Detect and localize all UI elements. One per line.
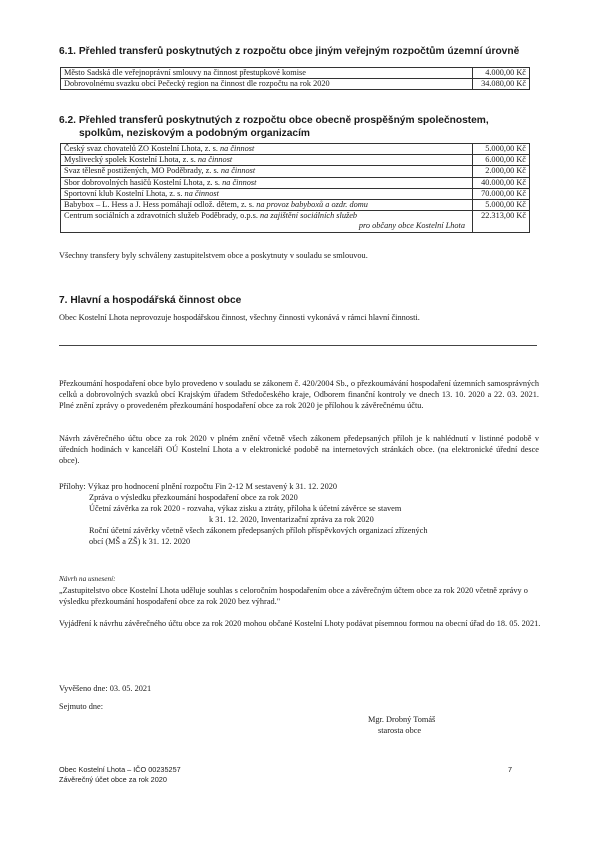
attachment-item-2: Zpráva o výsledku přezkoumání hospodaření obce za rok 2020: [89, 493, 298, 502]
resolution-label: Návrh na usnesení:: [59, 574, 116, 583]
footer-line2: Závěrečný účet obce za rok 2020: [59, 775, 167, 784]
row-text-cell: [61, 155, 473, 166]
section-6-2-heading-line1: 6.2. Přehled transferů poskytnutých z rozpočtu obce obecně prospěšným společnostem,: [59, 115, 489, 126]
table-row: [61, 166, 530, 177]
footer: [59, 765, 181, 785]
row-purpose: na činnost: [184, 188, 219, 198]
posted-date: Vyvěšeno dne: 03. 05. 2021: [59, 684, 152, 693]
row-text-cell: [61, 188, 473, 199]
attachments-label: Přílohy:: [59, 482, 86, 491]
row-text: Sportovní klub Kostelní Lhota, z. s.: [64, 188, 183, 198]
attachment-item-1: Výkaz pro hodnocení plnění rozpočtu Fin 2-12 M sestavený k 31. 12. 2020: [87, 482, 338, 491]
section-7-heading: 7. Hlavní a hospodářská činnost obce: [59, 295, 242, 306]
row-purpose: na činnost: [222, 177, 257, 187]
row-amount: 22.313,00 Kč: [473, 211, 530, 232]
row-amount: 40.000,00 Kč: [473, 177, 530, 188]
row-amount: 6.000,00 Kč: [473, 155, 530, 166]
attachment-item-4: Roční účetní závěrky včetně všech zákonem předepsaných příloh příspěvkových organizací zřízených: [89, 526, 428, 535]
row-amount: 34.080,00 Kč: [473, 79, 530, 90]
row-purpose: na zajištění sociálních služeb: [260, 211, 358, 221]
attachment-item-4-cont: obcí (MŠ a ZŠ) k 31. 12. 2020: [89, 537, 191, 546]
transfers-approval-note: Všechny transfery byly schváleny zastupitelstvem obce a poskytnuty v souladu se smlouvou.: [59, 251, 368, 260]
row-purpose: na činnost: [220, 144, 255, 153]
table-row: [61, 200, 530, 211]
row-text-cell: [61, 166, 473, 177]
divider-line: [59, 345, 537, 346]
signature-role: starosta obce: [378, 726, 422, 735]
page-number: 7: [508, 765, 513, 774]
transfers-organizations-table: [60, 143, 530, 233]
row-text: Dobrovolnému svazku obcí Pečecký region na činnost dle rozpočtu na rok 2020: [61, 79, 473, 90]
section-6-2-heading-line2: spolkům, neziskovým a podobným organizacím: [79, 128, 310, 139]
footer-line1: Obec Kostelní Lhota – IČO 00235257: [59, 765, 181, 774]
table-row: [61, 211, 530, 232]
review-paragraph: Přezkoumání hospodaření obce bylo provedeno v souladu se zákonem č. 420/2004 Sb., o přezkoumávání hospodaření územních samosprávných celků a dobrovolných svazků obcí Krajským úřadem Středočeského kraje, Odborem finanční kontroly ve dnech 13. 10. 2020 a 22. 03. 2021. Plné znění zprávy o provedeném přezkoumání hospodaření obce za rok 2020 je přílohou k závěrečnému účtu.: [59, 379, 539, 410]
row-text: Centrum sociálních a zdravotních služeb Poděbrady, o.p.s.: [64, 211, 258, 221]
attachments-block: [59, 481, 539, 547]
row-text: Český svaz chovatelů ZO Kostelní Lhota, z. s.: [64, 144, 218, 153]
row-amount: 5.000,00 Kč: [473, 144, 530, 155]
row-text: Sbor dobrovolných hasičů Kostelní Lhota, z. s.: [64, 177, 221, 187]
comments-paragraph: Vyjádření k návrhu závěrečného účtu obce za rok 2020 mohou občané Kostelní Lhoty podávat písemnou formou na obecní úřad do 18. 05. 2021.: [59, 619, 541, 628]
row-purpose: na činnost: [220, 166, 256, 176]
row-purpose: na provoz babyboxů a ozdr. domu: [256, 200, 368, 210]
row-text: Město Sadská dle veřejnoprávní smlouvy na činnost přestupkové komise: [61, 68, 473, 79]
table-row: [61, 177, 530, 188]
row-text-cell: [61, 211, 473, 232]
row-amount: 4.000,00 Kč: [473, 68, 530, 79]
row-text-cell: [61, 200, 473, 211]
signature-block: [368, 714, 435, 736]
row-text: Babybox – L. Hess a J. Hess pomáhají odlož. dětem, z. s.: [64, 200, 255, 210]
section-6-1-heading: 6.1. Přehled transferů poskytnutých z rozpočtu obce jiným veřejným rozpočtům územní úrovně: [59, 46, 520, 57]
row-amount: 5.000,00 Kč: [473, 200, 530, 211]
row-purpose: na činnost: [197, 155, 233, 165]
row-text-cell: [61, 177, 473, 188]
signature-name: Mgr. Drobný Tomáš: [368, 715, 436, 724]
row-purpose-cont: pro občany obce Kostelní Lhota: [358, 221, 465, 231]
row-text: Svaz tělesně postižených, MO Poděbrady, z. s.: [64, 166, 219, 176]
table-row: [61, 79, 530, 90]
resolution-text: „Zastupitelstvo obce Kostelní Lhota uděluje souhlas s celoročním hospodařením obce a závěrečným účtem obce za rok 2020 včetně zprávy o výsledku přezkoumání hospodaření obce za rok 2020 bez výhrad.": [59, 586, 528, 606]
transfers-public-table: [60, 67, 530, 90]
removed-date: Sejmuto dne:: [59, 702, 104, 711]
draft-paragraph: Návrh závěrečného účtu obce za rok 2020 v plném znění včetně všech zákonem předepsaných příloh je k nahlédnutí v listinné podobě v úředních hodinách v kanceláři OÚ Kostelní Lhota a v elektronické podobě na internetových stránkách obce. (na elektronické úřední desce obce).: [59, 434, 539, 465]
row-amount: 2.000,00 Kč: [473, 166, 530, 177]
row-text: Myslivecký spolek Kostelní Lhota, z. s.: [64, 155, 196, 165]
table-row: [61, 144, 530, 155]
table-row: [61, 188, 530, 199]
row-amount: 70.000,00 Kč: [473, 188, 530, 199]
table-row: [61, 155, 530, 166]
attachment-item-3-cont: k 31. 12. 2020, Inventarizační zpráva za rok 2020: [209, 515, 374, 524]
section-7-text: Obec Kostelní Lhota neprovozuje hospodářskou činnost, všechny činnosti vykonává v rámci hlavní činnosti.: [59, 313, 420, 322]
attachment-item-3: Účetní závěrka za rok 2020 - rozvaha, výkaz zisku a ztráty, příloha k účetní závěrce se stavem: [89, 504, 402, 513]
table-row: [61, 68, 530, 79]
section-6-2-heading: [59, 114, 549, 140]
row-text-cell: [61, 144, 473, 155]
